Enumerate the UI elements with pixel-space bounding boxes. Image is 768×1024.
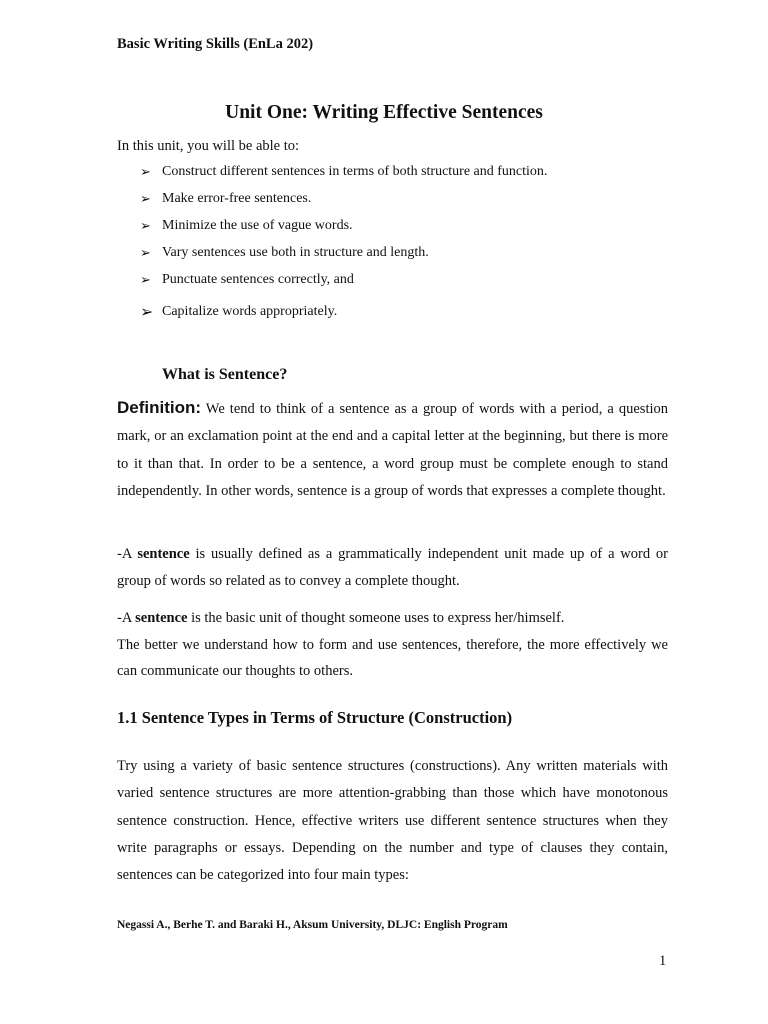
objective-item xyxy=(140,164,547,180)
arrowhead-bullet-icon: ➢ xyxy=(140,164,151,179)
sentence-definition-paragraph xyxy=(117,541,668,594)
objective-item xyxy=(140,245,429,261)
para-prefix: -A xyxy=(117,546,138,562)
arrowhead-bullet-icon: ➢ xyxy=(140,245,151,260)
running-header: Basic Writing Skills (EnLa 202) xyxy=(117,36,314,52)
sentence-unit-paragraph xyxy=(117,605,668,685)
arrowhead-bullet-icon: ➢ xyxy=(140,272,151,287)
objective-item xyxy=(140,272,354,288)
objective-text: Vary sentences use both in structure and length. xyxy=(162,245,429,260)
para-text: is the basic unit of thought someone uses to express her/himself. xyxy=(187,610,565,626)
arrowhead-bullet-icon: ➢ xyxy=(140,304,154,321)
page-footer: Negassi A., Berhe T. and Baraki H., Aksum University, DLJC: English Program xyxy=(117,919,508,931)
para-text: is usually defined as a grammatically independent unit made up of a word or group of words so related as to convey a complete thought. xyxy=(117,546,668,589)
section-heading: What is Sentence? xyxy=(162,366,288,383)
objective-text: Capitalize words appropriately. xyxy=(162,304,338,319)
objective-text: Punctuate sentences correctly, and xyxy=(162,272,354,287)
structure-paragraph: Try using a variety of basic sentence structures (constructions). Any written materials with varied sentence structures are more attention-grabbing than those which have monotonous sentence construction. Hence, effective writers use different sentence structures when they write paragraphs or essays. Depending on the number and type of clauses they contain, sentences can be categorized into four main types: xyxy=(117,758,668,884)
objective-text: Make error-free sentences. xyxy=(162,191,312,206)
para-prefix: -A xyxy=(117,610,136,626)
unit-title: Unit One: Writing Effective Sentences xyxy=(225,102,543,123)
objective-text: Construct different sentences in terms of both structure and function. xyxy=(162,164,548,179)
definition-text: We tend to think of a sentence as a group of words with a period, a question mark, or an exclamation point at the end and a capital letter at the beginning, but there is more to it than that. In order to be a sentence, a word group must be complete enough to stand independently. In other words, sentence is a group of words that expresses a complete thought. xyxy=(117,401,668,499)
objective-item xyxy=(140,191,311,207)
bold-term: sentence xyxy=(137,546,190,562)
arrowhead-bullet-icon: ➢ xyxy=(140,218,151,233)
arrowhead-bullet-icon: ➢ xyxy=(140,191,151,206)
objective-item xyxy=(140,218,353,234)
objective-text: Minimize the use of vague words. xyxy=(162,218,353,233)
page-number: 1 xyxy=(659,953,667,969)
objective-item xyxy=(140,302,337,322)
bold-term: sentence xyxy=(135,610,188,626)
subsection-heading: 1.1 Sentence Types in Terms of Structure (Construction) xyxy=(117,708,513,727)
para-text: The better we understand how to form and use sentences, therefore, the more effectively we can communicate our thoughts to others. xyxy=(117,636,668,679)
intro-text: In this unit, you will be able to: xyxy=(117,138,300,154)
definition-paragraph xyxy=(117,394,668,505)
definition-label: Definition: xyxy=(117,398,202,417)
